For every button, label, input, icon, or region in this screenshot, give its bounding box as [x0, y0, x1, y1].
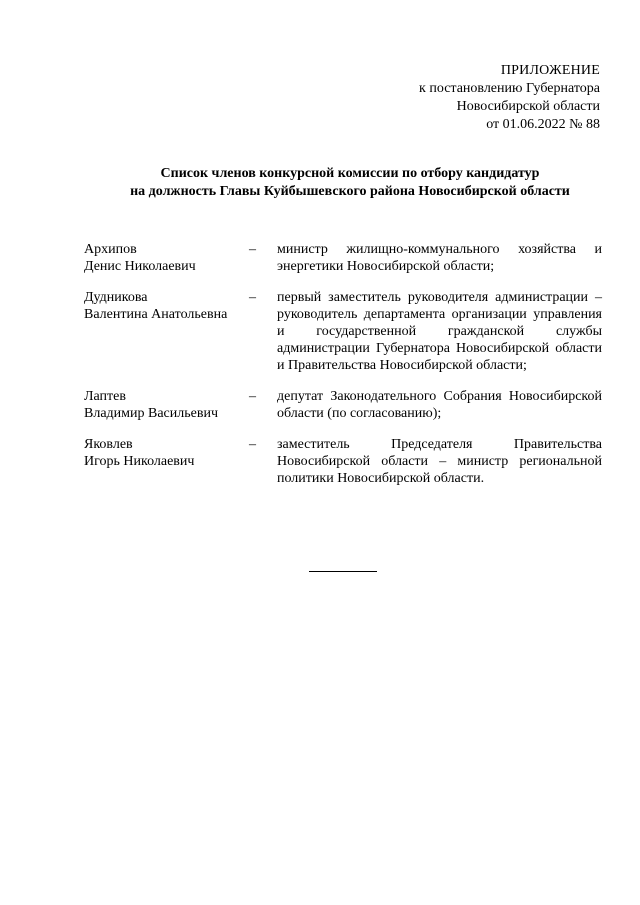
- member-position: заместитель Председателя Правительства Новосибирской области – министр региональной политики Новосибирской области.: [277, 437, 602, 486]
- member-surname: Архипов: [84, 242, 137, 257]
- member-position: депутат Законодательного Собрания Новосибирской области (по согласованию);: [277, 389, 602, 421]
- appendix-date-number: от 01.06.2022 № 88: [486, 117, 600, 132]
- member-entry: [84, 289, 602, 374]
- member-given-name: Валентина Анатольевна: [84, 307, 228, 322]
- member-name: [84, 241, 249, 275]
- end-divider: [309, 571, 377, 572]
- appendix-region: Новосибирской области: [456, 99, 600, 114]
- appendix-title: ПРИЛОЖЕНИЕ: [500, 63, 600, 78]
- separator-dash: –: [249, 389, 256, 404]
- member-position: первый заместитель руководителя администрации – руководитель департамента организации управления и государственной гражданской службы администрации Губернатора Новосибирской области и Правительства Новосибирской области;: [277, 290, 602, 373]
- member-position: министр жилищно-коммунального хозяйства и энергетики Новосибирской области;: [277, 242, 602, 274]
- member-given-name: Владимир Васильевич: [84, 406, 218, 421]
- member-surname: Лаптев: [84, 389, 126, 404]
- member-entry: [84, 241, 602, 275]
- document-title: [60, 165, 640, 201]
- member-entry: [84, 388, 602, 422]
- separator-dash: –: [249, 290, 256, 305]
- member-entry: [84, 436, 602, 487]
- appendix-header: [340, 62, 600, 134]
- separator-dash: –: [249, 242, 256, 257]
- title-line-1: Список членов конкурсной комиссии по отбору кандидатур: [160, 166, 540, 181]
- member-name: [84, 436, 249, 487]
- separator-dash: –: [249, 437, 256, 452]
- member-surname: Дудникова: [84, 290, 148, 305]
- member-given-name: Денис Николаевич: [84, 259, 196, 274]
- member-name: [84, 289, 249, 374]
- member-name: [84, 388, 249, 422]
- member-surname: Яковлев: [84, 437, 133, 452]
- member-given-name: Игорь Николаевич: [84, 454, 195, 469]
- title-line-2: на должность Главы Куйбышевского района Новосибирской области: [130, 184, 570, 199]
- appendix-resolution: к постановлению Губернатора: [419, 81, 600, 96]
- members-list: [84, 241, 602, 501]
